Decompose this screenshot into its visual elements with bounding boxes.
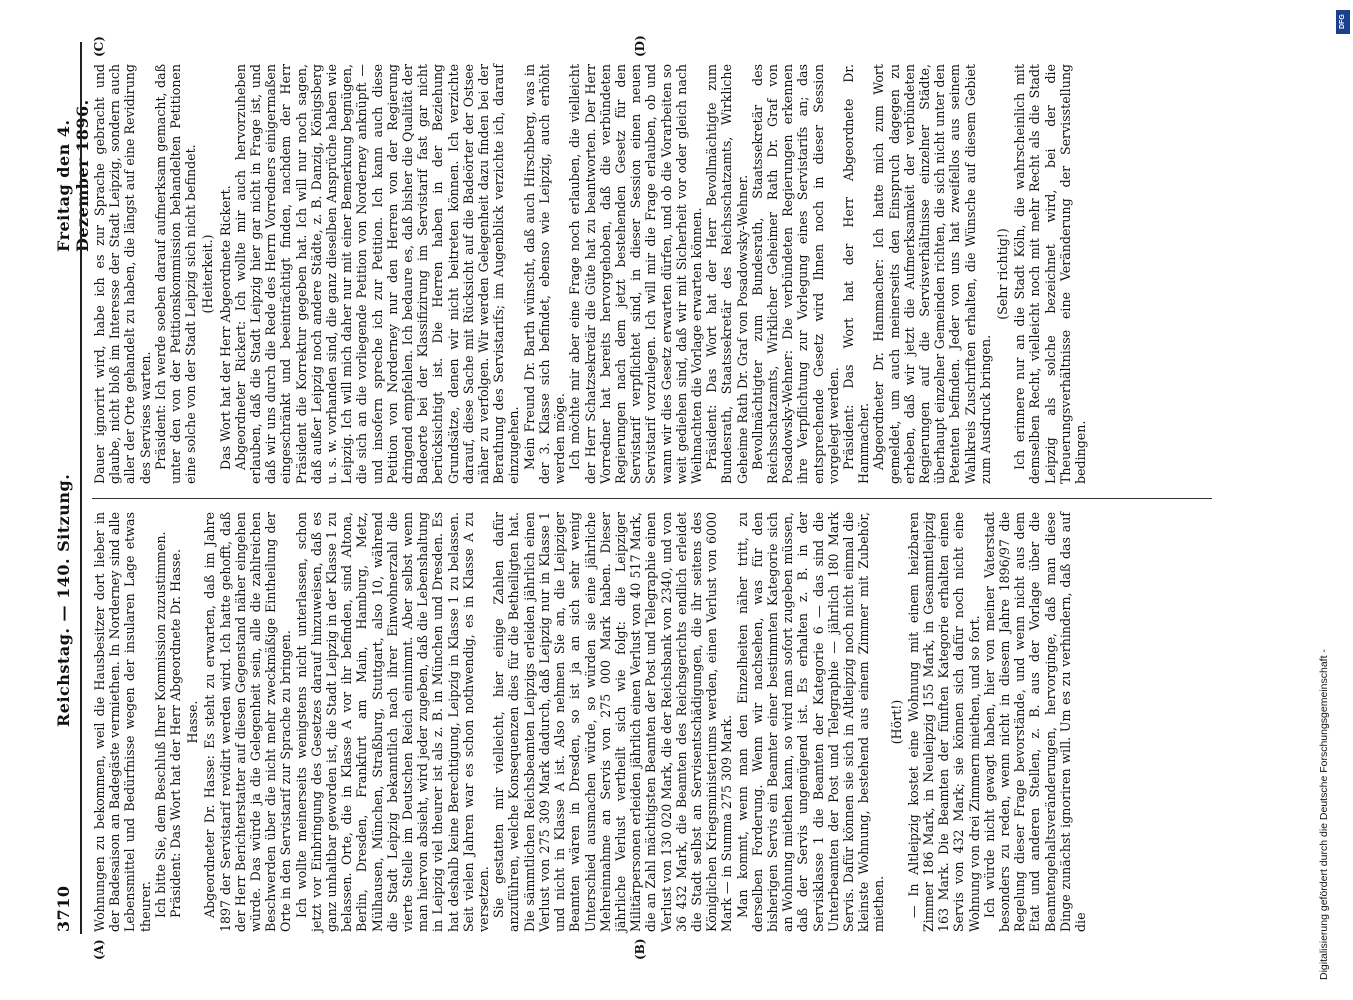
paragraph: Präsident: Das Wort hat der Herr Abgeordnete Dr. Hasse. [168,549,184,918]
paragraph: Bevollmächtigter zum Bundesrath, Staatssekretär des Reichsschatzamts, Wirklicher Geheimer Rath Dr. Graf von Posadowsky-Wehner: Die verbündeten Regierungen erkennen ihre Verpflichtung zur Vorlegung eines Servistarifs an; das entsprechende Gesetz wird Ihnen noch in dieser Session vorgelegt werden. [749,64,841,484]
column-rule [92,498,1212,499]
digitization-credit: Digitalisierung gefördert durch die Deutsche Forschungsgemeinschaft - [1318,649,1330,980]
page-date: Freitag den 4. Dezember 1896. [54,99,92,252]
paragraph: Dauer ignorirt wird, habe ich es zur Sprache gebracht und glaube, nicht bloß im Interesse der Stadt Leipzig, sondern auch aller der Orte gehandelt zu haben, die längst auf eine Revidirung des Servises warten. [92,64,153,484]
dfg-logo: DFG [1336,10,1350,34]
paragraph: Abgeordneter Dr. Hammacher: Ich hatte mich zum Wort gemeldet, um auch meinerseits den Einspruch dagegen zu erheben, daß wir jetzt die Aufmerksamkeit der verbündeten Regierungen auf die Servisverhältnisse einzelner Städte, überhaupt einzelner Gemeinden richten, die sich nicht unter den Petenten befinden. Jeder von uns hat zweifellos aus seinem Wahlkreis Zuschriften erhalten, die Wünsche auf diesem Gebiet zum Ausdruck bringen. [871,64,993,484]
speaker-heading: Hasse. [185,700,201,744]
paragraph: — In Altleipzig kostet eine Wohnung mit einem heizbaren Zimmer 186 Mark, in Neuleipzig 155 Mark, in Gesammtleipzig 163 Mark. Die Beamten der fünften Kategorie erhalten einen Servis von 432 Mark; sie können sich dafür noch nicht eine Wohnung von drei Zimmern miethen, und so fort. [905,512,982,932]
margin-marker-d: (D) [633,35,647,57]
paragraph: Mein Freund Dr. Barth wünscht, daß auch Hirschberg, was in der 3. Klasse sich befindet, ebenso wie Leipzig, auch erhöht werden möge. [521,64,568,484]
paragraph: Präsident: Das Wort hat der Herr Bevollmächtigte zum Bundesrath, Staatssekretär des Reichsschatzamts, Wirkliche Geheime Rath Dr. Graf von Posadowsky-Wehner. [704,64,750,484]
paragraph: Ich bitte Sie, dem Beschluß Ihrer Kommission zuzustimmen. [152,531,168,918]
paragraph: Ich würde nicht gewagt haben, hier von meiner Vaterstadt besonders zu reden, wenn nicht in diesem Jahre 1896/97 die Regelung dieser Frage bevorstände, und wenn nicht aus dem Etat und anderen Stellen, z. B. aus der Vorlage über die Beamtengehaltsveränderungen, hervorginge, daß man diese Dinge zunächst ignoriren will. Um es zu verhindern, daß das auf die [981,512,1088,932]
margin-marker-c: (C) [92,36,106,57]
interjection: (Sehr richtig!) [994,228,1010,320]
right-column [92,64,1088,484]
left-column [92,512,1088,932]
paragraph: Ich erinnere nur an die Stadt Köln, die wahrscheinlich mit demselben Recht, vielleicht noch mit mehr Recht als die Stadt Leipzig als solche bezeichnet wird, bei der die Theuerungsverhältnisse eine Veränderung der Servisstellung bedingen. [1012,64,1088,484]
paragraph: Man kommt, wenn man den Einzelheiten näher tritt, zu derselben Forderung. Wenn wir nachsehen, was für den bisherigen Servis ein Beamter einer bestimmten Kategorie sich an Wohnung miethen kann, so wird man sofort zugeben müssen, daß der Servis ungenügend ist. Es erhalten z. B. in der Servisklasse 1 die Beamten der Kategorie 6 — das sind die Unterbeamten der Post und Telegraphie — jährlich 180 Mark Servis. Dafür können sie sich in Altleipzig noch nicht einmal die kleinste Wohnung, bestehend aus einem Zimmer mit Zubehör, miethen. [734,512,887,932]
paragraph: Präsident: Ich werde soeben darauf aufmerksam gemacht, daß unter den von der Petitionskommission behandelten Petitionen eine solche von der Stadt Leipzig sich nicht befindet. [152,64,199,484]
margin-marker-a: (A) [92,939,106,960]
scanned-page [48,22,1298,962]
paragraph: Abgeordneter Dr. Hasse: Es steht zu erwarten, daß im Jahre 1897 der Servistarif revidirt werden wird. Ich hatte gehofft, daß der Herr Berichterstatter auf diesen Gegenstand näher eingehen würde. Das würde ja die Gelegenheit sein, alle die zahlreichen Beschwerden über die nicht mehr zweckmäßige Eintheilung der Orte in den Servistarif zur Sprache zu bringen. [202,512,294,932]
page-header [48,22,92,962]
page-title: Reichstag. — 140. Sitzung. [54,473,73,727]
paragraph: Ich möchte mir aber eine Frage noch erlauben, die vielleicht der Herr Schatzsekretär die Güte hat zu beantworten. Der Herr Vorredner hat bereits hervorgehoben, daß die verbündeten Regierungen nach dem jetzt bestehenden Gesetz für den Servistarif verpflichtet sind, in dieser Session einen neuen Servistarif vorzulegen. Ich will mir die Frage erlauben, ob und wann wir dies Gesetz erwarten dürfen, und ob die Vorarbeiten so weit gediehen sind, daß wir mit Sicherheit vor oder gleich nach Weihnachten die Vorlage erwarten können. [567,64,704,484]
paragraph: Wohnungen zu bekommen, weil die Hausbesitzer dort lieber in der Badesaison an Badegäste vermiethen. In Norderney sind alle Lebensmittel und Bedürfnisse wegen der insularen Lage etwas theurer. [92,512,153,932]
page-number: 3710 [54,885,73,932]
paragraph: Sie gestatten mir vielleicht, hier einige Zahlen dafür anzuführen, welche Konsequenzen dies für die Betheiligten hat. Die sämmtlichen Reichsbeamten Leipzigs erleiden jährlich einen Verlust von 275 309 Mark dadurch, daß Leipzig nur in Klasse 1 und nicht in Klasse A ist. Also nehmen Sie an, die Leipziger Beamten wären in Dresden, so ist ja an sich sehr wenig Unterschied ausmachen würde, so würden sie eine jährliche Mehreinnahme an Servis von 275 000 Mark haben. Dieser jährliche Verlust vertheilt sich wie folgt: die Leipziger Militärpersonen erleiden jährlich einen Verlust von 40 517 Mark, die an Zahl mächtigsten Beamten der Post und Telegraphie einen Verlust von 130 020 Mark, die der Reichsbank von 2340, und von 36 432 Mark, die Beamten des Reichsgerichts endlich erleidet die Stadt selbst an Servisentschädigungen, die ihr seitens des Königlichen Kriegsministeriums werden, einen Verlust von 6000 Mark — in Summa 275 309 Mark. [491,512,735,932]
paragraph: Präsident: Das Wort hat der Herr Abgeordnete Dr. Hammacher. [840,64,872,484]
interjection: (Heiterkeit.) [200,234,216,314]
paragraph: Ich wollte meinerseits wenigstens nicht unterlassen, schon jetzt vor Einbringung des Gesetzes darauf hinzuweisen, daß es ganz unhaltbar geworden ist, die Stadt Leipzig in der Klasse 1 zu belassen. Orte, die in Klasse A vor ihr befinden, sind Altona, Berlin, Dresden, Frankfurt am Main, Hamburg, Metz, Mülhausen, München, Straßburg, Stuttgart, also 10, während die Stadt Leipzig bekanntlich nach ihrer Einwohnerzahl die vierte Stelle im Deutschen Reich einnimmt. Aber selbst wenn man hiervon absieht, wird jeder zugeben, daß die Lebenshaltung in Leipzig viel theurer ist als z. B. in München und Dresden. Es hat deshalb keine Berechtigung, Leipzig in Klasse 1 zu belassen. Seit vielen Jahren war es schon nothwendig, es in Klasse A zu versetzen. [293,512,492,932]
margin-marker-b: (B) [633,938,647,960]
paragraph: Abgeordneter Rickert: Ich wollte mir auch hervorzuheben erlauben, daß die Stadt Leipzig hier gar nicht in Frage ist, und daß wir uns durch die Rede des Herrn Vorredners einigermaßen eingeschränkt und beeinträchtigt finden, nachdem der Herr Präsident die Korrektur gegeben hat. Ich will nur noch sagen, daß außer Leipzig noch andere Städte, z. B. Danzig, Königsberg u. s. w. vorhanden sind, die ganz dieselben Ansprüche haben wie Leipzig. Ich will mich daher nur mit einer Bemerkung begnügen, die sich an die vorliegende Petition von Norderney anknüpft — und insofern spreche ich zur Petition. Ich kann auch diese Petition von Norderney nur den Herren von der Regierung dringend empfehlen. Ich bedaure es, daß bisher die Qualität der Badeorte bei der Klassifizirung im Servistarif fast gar nicht berücksichtigt ist. Die Herren haben in der Beziehung Grundsätze, denen wir nicht beitreten können. Ich verzichte darauf, diese Sache mit Rücksicht auf die Badeörter der Ostsee näher zu verfolgen. Wir werden Gelegenheit dazu finden bei der Berathung des Servistarifs; im Augenblick verzichte ich, darauf einzugehen. [232,64,522,484]
interjection: (Hört!) [888,699,904,745]
header-rule [80,42,82,934]
paragraph: Das Wort hat der Herr Abgeordnete Rickert. [217,185,233,470]
